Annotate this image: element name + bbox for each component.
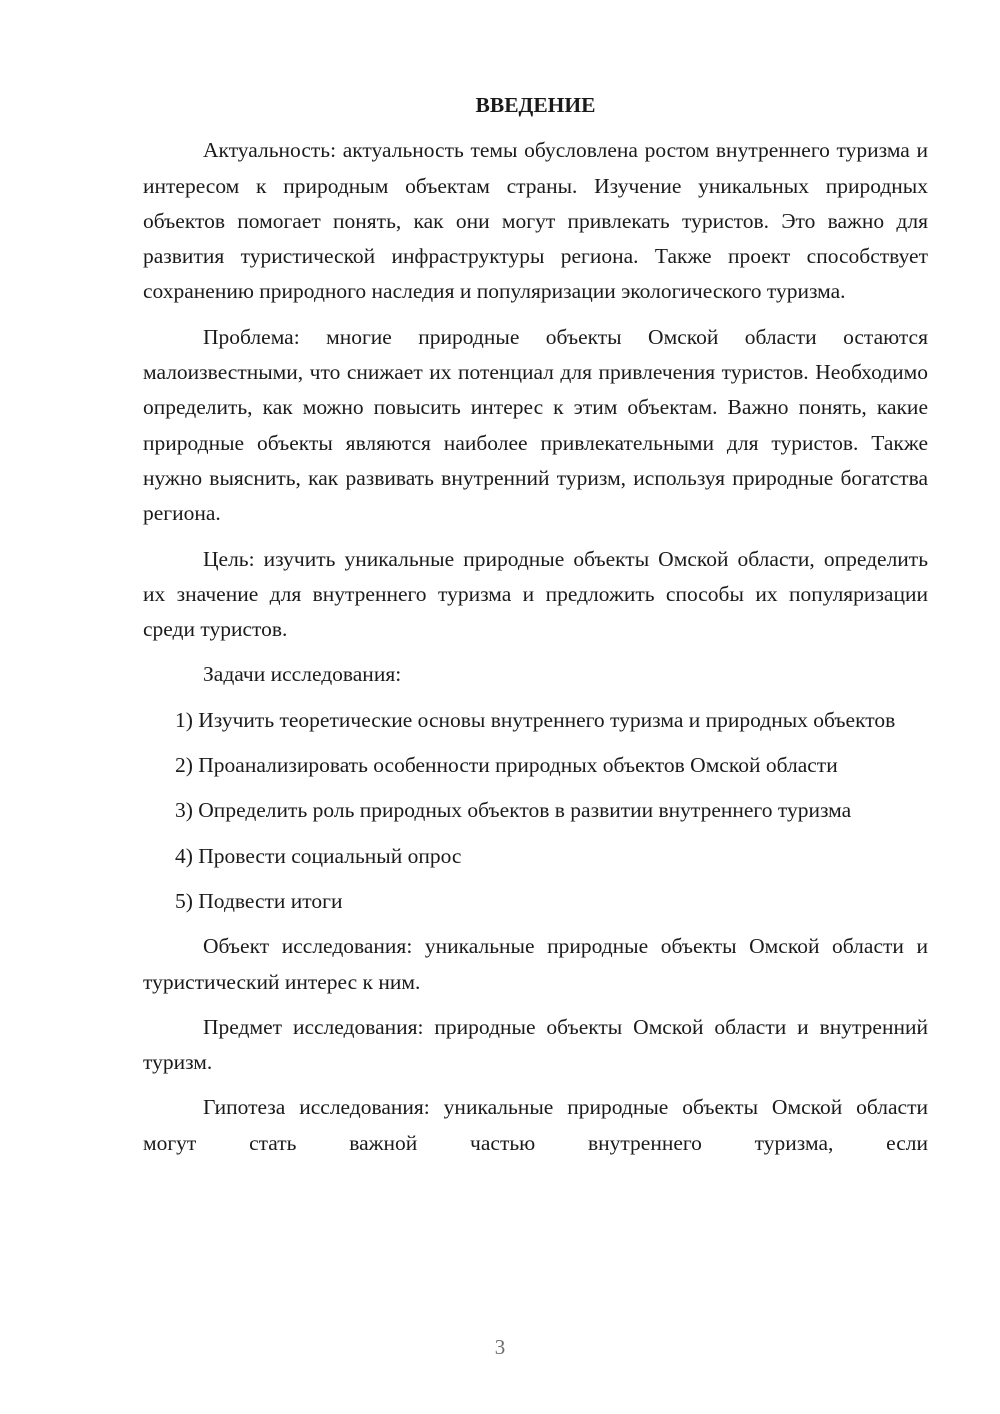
problem-paragraph: Проблема: многие природные объекты Омской области остаются малоизвестными, что снижает их потенциал для привлечения туристов. Необходимо определить, как можно повысить интерес к этим объектам. Важно понять, какие природные объекты являются наиболее привлекательными для туристов. Также нужно выяснить, как развивать внутренний туризм, используя природные богатства региона. xyxy=(143,324,928,526)
task-item-4: 4) Провести социальный опрос xyxy=(175,843,462,868)
goal-paragraph: Цель: изучить уникальные природные объекты Омской области, определить их значение для внутреннего туризма и предложить способы их популяризации среди туристов. xyxy=(143,546,928,642)
object-paragraph: Объект исследования: уникальные природные объекты Омской области и туристический интерес к ним. xyxy=(143,934,928,994)
tasks-heading: Задачи исследования: xyxy=(203,662,402,687)
subject-paragraph: Предмет исследования: природные объекты Омской области и внутренний туризм. xyxy=(143,1014,928,1075)
task-item-3: 3) Определить роль природных объектов в развитии внутреннего туризма xyxy=(175,798,852,823)
task-item-2: 2) Проанализировать особенности природных объектов Омской области xyxy=(175,753,838,778)
hypothesis-paragraph: Гипотеза исследования: уникальные природные объекты Омской области могут стать важной частью внутреннего туризма, если xyxy=(143,1095,928,1155)
page-number: 3 xyxy=(494,1335,506,1359)
relevance-paragraph: Актуальность: актуальность темы обусловлена ростом внутреннего туризма и интересом к природным объектам страны. Изучение уникальных природных объектов помогает понять, как они могут привлекать туристов. Это важно для развития туристической инфраструктуры региона. Также проект способствует сохранению природного наследия и популяризации экологического туризма. xyxy=(143,138,928,304)
section-title: ВВЕДЕНИЕ xyxy=(475,93,596,117)
document-page xyxy=(143,88,928,1171)
task-item-1: 1) Изучить теоретические основы внутреннего туризма и природных объектов xyxy=(175,707,896,732)
task-item-5: 5) Подвести итоги xyxy=(175,888,343,913)
